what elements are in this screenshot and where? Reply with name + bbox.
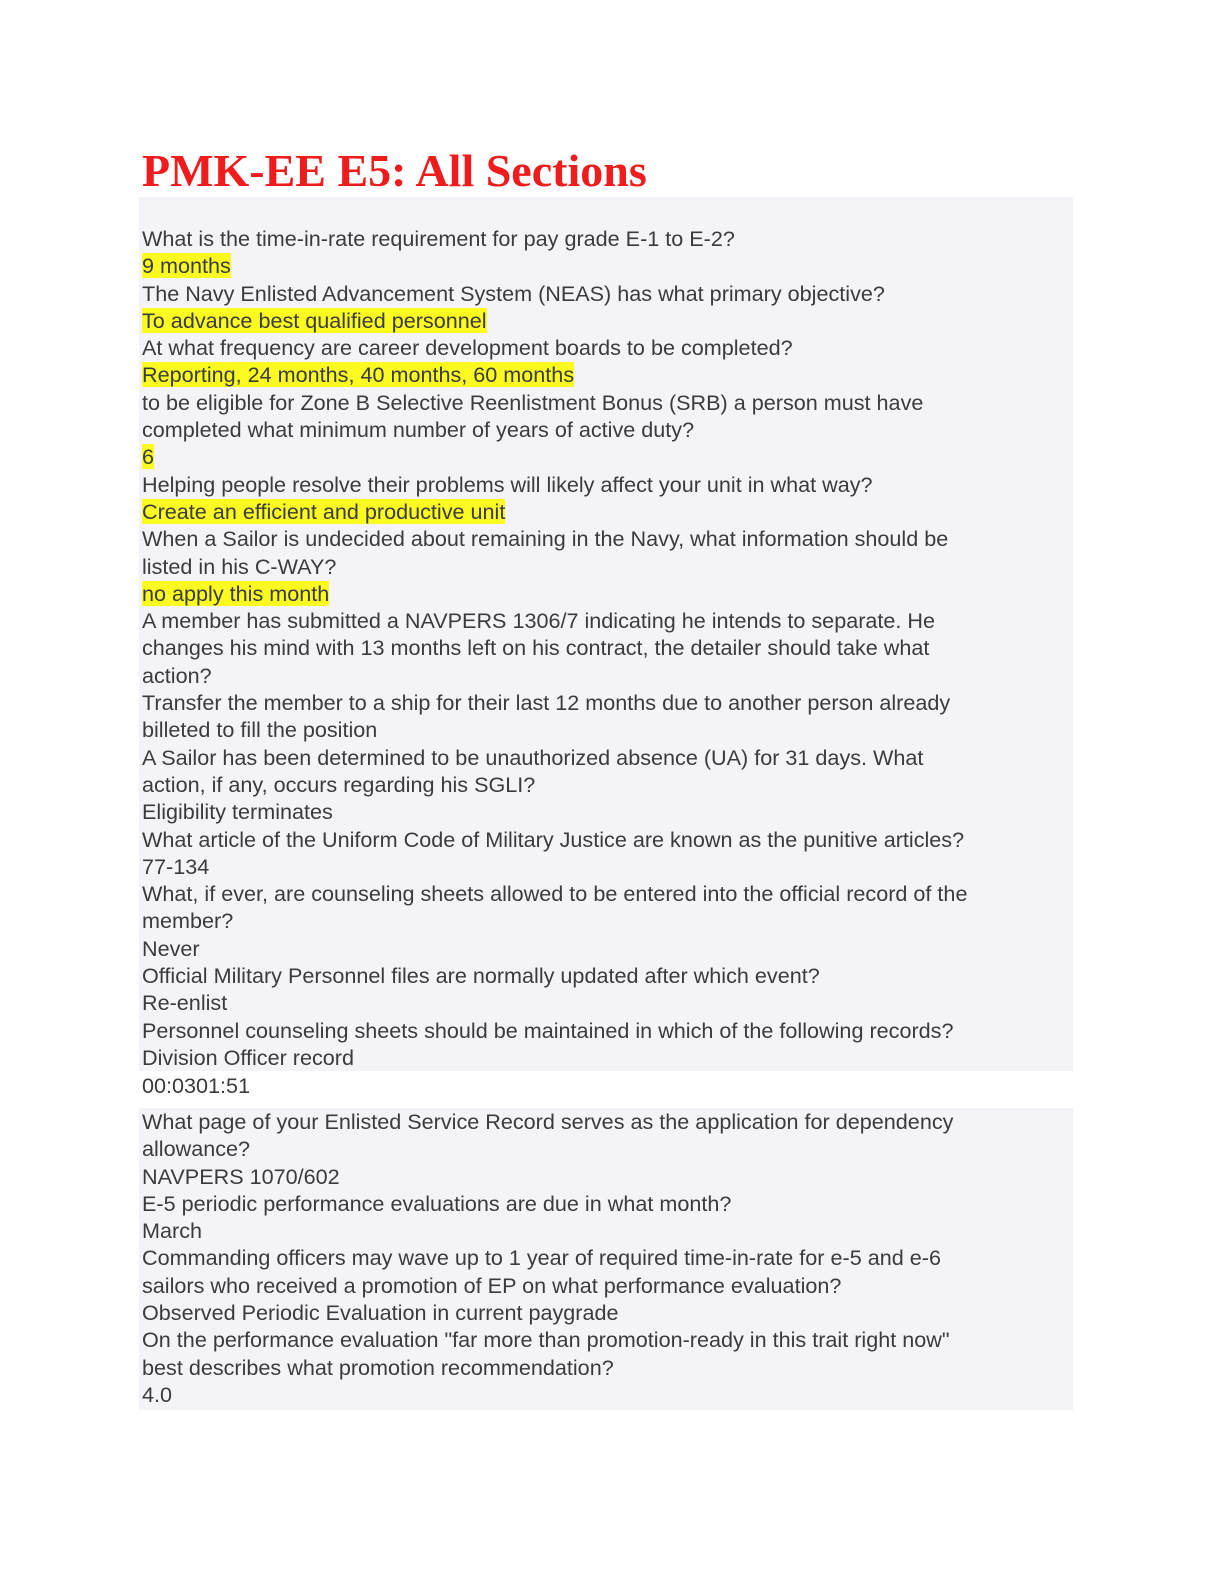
question-line: What page of your Enlisted Service Record serves as the application for dependency	[142, 1109, 954, 1134]
question-line: Helping people resolve their problems will likely affect your unit in what way?	[142, 471, 873, 497]
highlighted-answer: To advance best qualified personnel	[142, 307, 487, 333]
question-line: completed what minimum number of years of active duty?	[142, 417, 695, 443]
answer-line: Observed Periodic Evaluation in current paygrade	[142, 1300, 619, 1326]
question-line: member?	[142, 908, 234, 934]
answer-line: billeted to fill the position	[142, 717, 378, 743]
answer-line: Division Officer record	[142, 1044, 355, 1070]
timer-text: 00:0301:51	[142, 1073, 251, 1098]
answer-line: Re-enlist	[142, 990, 228, 1016]
question-line: action?	[142, 662, 212, 688]
page-title: PMK-EE E5: All Sections	[142, 145, 647, 196]
answer-line	[142, 307, 1073, 334]
answer-line	[142, 443, 1073, 470]
question-line: A member has submitted a NAVPERS 1306/7 indicating he intends to separate. He	[142, 608, 936, 634]
answer-line	[142, 252, 1073, 279]
question-line: allowance?	[142, 1136, 251, 1162]
answer-line: 4.0	[142, 1381, 173, 1407]
qa-block-1	[139, 197, 1073, 1071]
answer-line	[142, 361, 1073, 388]
question-line: best describes what promotion recommendation?	[142, 1354, 614, 1380]
question-line: E-5 periodic performance evaluations are due in what month?	[142, 1190, 732, 1216]
qa-lines-1	[142, 225, 1073, 1071]
highlighted-answer: 9 months	[142, 253, 231, 279]
question-line: Personnel counseling sheets should be maintained in which of the following records?	[142, 1017, 954, 1043]
question-line: Commanding officers may wave up to 1 year of required time-in-rate for e-5 and e-6	[142, 1245, 941, 1271]
question-line: action, if any, occurs regarding his SGLI?	[142, 771, 536, 797]
answer-line	[142, 580, 1073, 607]
qa-block-2	[139, 1108, 1073, 1410]
answer-line: Transfer the member to a ship for their last 12 months due to another person already	[142, 690, 951, 716]
question-line: What article of the Uniform Code of Military Justice are known as the punitive articles?	[142, 826, 965, 852]
answer-line: March	[142, 1218, 202, 1244]
highlighted-answer: Reporting, 24 months, 40 months, 60 months	[142, 362, 575, 388]
question-line: Official Military Personnel files are normally updated after which event?	[142, 963, 820, 989]
question-line: A Sailor has been determined to be unauthorized absence (UA) for 31 days. What	[142, 744, 924, 770]
question-line: What is the time-in-rate requirement for pay grade E-1 to E-2?	[142, 226, 735, 251]
question-line: sailors who received a promotion of EP on what performance evaluation?	[142, 1272, 842, 1298]
answer-line: Never	[142, 935, 200, 961]
highlighted-answer: no apply this month	[142, 580, 330, 606]
question-line: listed in his C-WAY?	[142, 553, 337, 579]
question-line: When a Sailor is undecided about remaining in the Navy, what information should be	[142, 526, 949, 552]
question-line: On the performance evaluation "far more than promotion-ready in this trait right now"	[142, 1327, 950, 1353]
highlighted-answer: Create an efficient and productive unit	[142, 498, 506, 524]
highlighted-answer: 6	[142, 444, 155, 470]
answer-line: 77-134	[142, 853, 210, 879]
answer-line: Eligibility terminates	[142, 799, 333, 825]
qa-lines-2	[142, 1108, 1073, 1408]
question-line: What, if ever, are counseling sheets allowed to be entered into the official record of the	[142, 881, 968, 907]
question-line: changes his mind with 13 months left on his contract, the detailer should take what	[142, 635, 930, 661]
question-line: The Navy Enlisted Advancement System (NEAS) has what primary objective?	[142, 280, 885, 306]
question-line: At what frequency are career development boards to be completed?	[142, 335, 793, 361]
answer-line	[142, 498, 1073, 525]
answer-line: NAVPERS 1070/602	[142, 1163, 340, 1189]
question-line: to be eligible for Zone B Selective Reenlistment Bonus (SRB) a person must have	[142, 389, 924, 415]
